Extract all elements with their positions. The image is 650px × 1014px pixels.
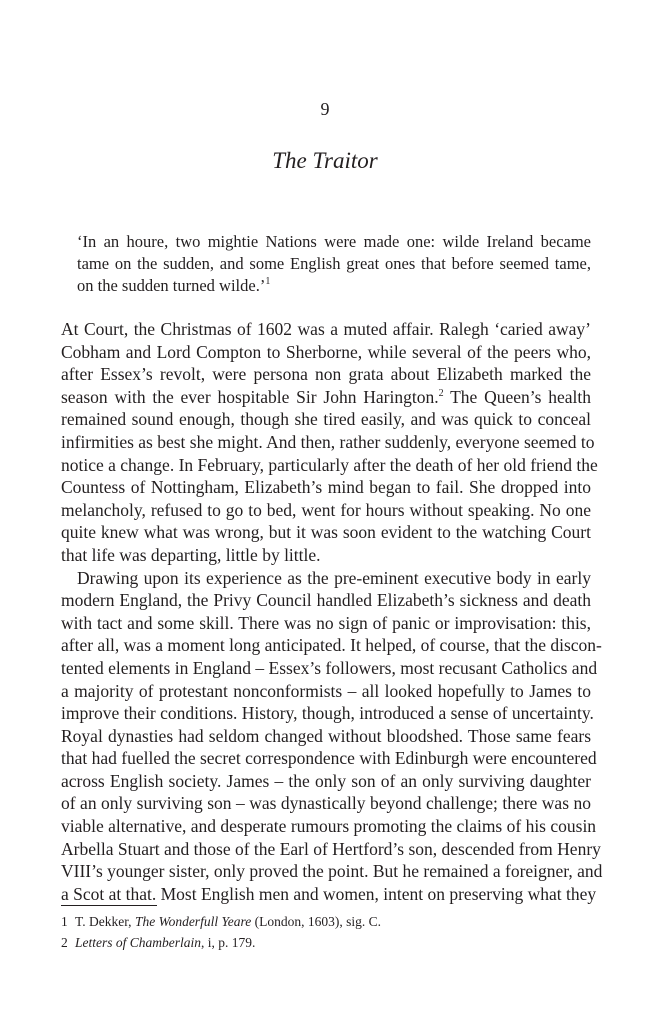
- paragraph-2: [61, 567, 603, 906]
- text-line: after all, was a moment long anticipated. It helped, of course, that the discon-: [61, 635, 602, 656]
- text-line: melancholy, refused to go to bed, went for hours without speaking. No one: [61, 499, 591, 520]
- epigraph-quote: [77, 231, 591, 298]
- footnote-1: [61, 911, 591, 932]
- text-line: a majority of protestant nonconformists – all looked hopefully to James to: [61, 680, 591, 701]
- body-text: [61, 318, 603, 905]
- text-line: Cobham and Lord Compton to Sherborne, while several of the peers who,: [61, 341, 591, 362]
- text-line: Royal dynasties had seldom changed without bloodshed. Those same fears: [61, 725, 591, 746]
- text-line: that had fuelled the secret correspondence with Edinburgh were encountered: [61, 748, 597, 769]
- text-line: At Court, the Christmas of 1602 was a muted affair. Ralegh ‘caried away’: [61, 319, 591, 339]
- footnote-ref-2[interactable]: 2: [438, 387, 444, 399]
- text-line: after Essex’s revolt, were persona non grata about Elizabeth marked the: [61, 364, 591, 385]
- text-line: [61, 386, 591, 409]
- text-segment: The Queen’s health: [443, 386, 591, 407]
- text-segment: season with the ever hospitable Sir John Harington.: [61, 386, 439, 407]
- text-line: of an only surviving son – was dynastically beyond challenge; there was no: [61, 793, 591, 814]
- text-line: a Scot at that. Most English men and women, intent on preserving what they: [61, 883, 597, 904]
- footnote-2: [61, 932, 591, 953]
- footnote-text: , i, p. 179.: [201, 935, 256, 950]
- footnote-number: 2: [61, 935, 68, 950]
- text-line: with tact and some skill. There was no sign of panic or improvisation: this,: [61, 612, 591, 633]
- text-line: tented elements in England – Essex’s followers, most recusant Catholics and: [61, 657, 598, 678]
- text-line: Drawing upon its experience as the pre-eminent executive body in early: [77, 567, 591, 588]
- text-line: that life was departing, little by little.: [61, 544, 321, 565]
- text-line: across English society. James – the only son of an only surviving daughter: [61, 770, 591, 791]
- text-line: viable alternative, and desperate rumours promoting the claims of his cousin: [61, 816, 597, 837]
- text-line: notice a change. In February, particularly after the death of her old friend the: [61, 454, 598, 475]
- footnote-title: The Wonderfull Yeare: [134, 914, 252, 929]
- text-line: VIII’s younger sister, only proved the point. But he remained a foreigner, and: [61, 861, 603, 882]
- text-line: Countess of Nottingham, Elizabeth’s mind began to fail. She dropped into: [61, 477, 591, 498]
- epigraph-text: ‘In an houre, two mightie Nations were made one: wilde Ireland became tame on the sudden, and some English great ones that before seemed tame, on the sudden turned wilde.’: [77, 232, 591, 296]
- text-line: remained sound enough, though she tired easily, and was quick to conceal: [61, 409, 591, 430]
- paragraph-1: [61, 318, 598, 567]
- chapter-title: The Traitor: [272, 148, 378, 173]
- footnote-text: (London, 1603), sig. C.: [251, 914, 381, 929]
- text-line: quite knew what was wrong, but it was soon evident to the watching Court: [61, 522, 591, 543]
- footnote-divider: [61, 905, 157, 906]
- epigraph: [77, 231, 591, 298]
- text-line: Arbella Stuart and those of the Earl of Hertford’s son, descended from Henry: [61, 838, 601, 859]
- footnote-ref-1[interactable]: 1: [265, 276, 271, 288]
- text-line: improve their conditions. History, though, introduced a sense of uncertainty.: [61, 703, 594, 724]
- footnotes: [61, 911, 591, 953]
- footnote-text: T. Dekker,: [75, 914, 135, 929]
- footnote-number: 1: [61, 914, 68, 929]
- chapter-number: 9: [320, 99, 330, 119]
- text-line: modern England, the Privy Council handled Elizabeth’s sickness and death: [61, 590, 591, 611]
- footnote-title: Letters of Chamberlain: [75, 935, 202, 950]
- text-line: infirmities as best she might. And then, rather suddenly, everyone seemed to: [61, 431, 595, 452]
